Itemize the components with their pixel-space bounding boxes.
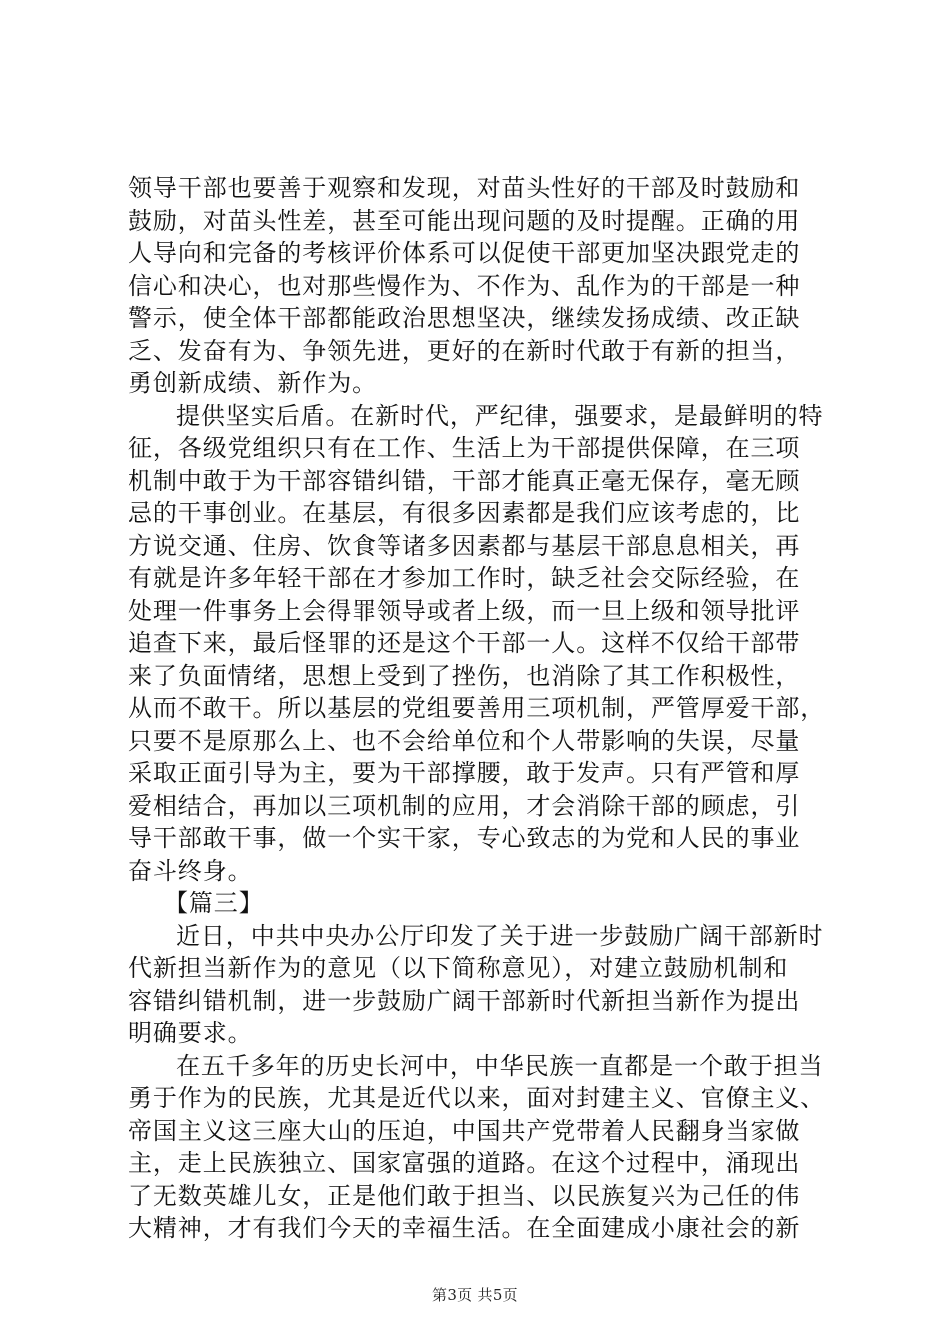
- text-line: 征，各级党组织只有在工作、生活上为干部提供保障，在三项: [128, 434, 801, 462]
- section-heading: 【篇三】: [164, 889, 264, 917]
- text-line: 方说交通、住房、饮食等诸多因素都与基层干部息息相关，再: [128, 531, 801, 560]
- text-line: 鼓励，对苗头性差，甚至可能出现问题的及时提醒。正确的用: [128, 206, 801, 235]
- text-line: 信心和决心，也对那些慢作为、不作为、乱作为的干部是一种: [128, 271, 801, 300]
- text-line: 从而不敢干。所以基层的党组要善用三项机制，严管厚爱干部，: [128, 694, 826, 722]
- text-line: 主，走上民族独立、国家富强的道路。在这个过程中，涌现出: [128, 1149, 801, 1177]
- text-line: 领导干部也要善于观察和发现，对苗头性好的干部及时鼓励和: [128, 174, 801, 202]
- text-line: 处理一件事务上会得罪领导或者上级，而一旦上级和领导批评: [128, 596, 801, 625]
- text-line: 只要不是原那么上、也不会给单位和个人带影响的失误，尽量: [128, 726, 801, 755]
- paragraph-start-line: 在五千多年的历史长河中，中华民族一直都是一个敢于担当: [176, 1051, 824, 1080]
- text-line: 有就是许多年轻干部在才参加工作时，缺乏社会交际经验，在: [128, 564, 801, 592]
- text-line: 明确要求。: [128, 1019, 253, 1047]
- text-line: 机制中敢于为干部容错纠错，干部才能真正毫无保存，毫无顾: [128, 466, 801, 495]
- text-line: 来了负面情绪，思想上受到了挫伤，也消除了其工作积极性，: [128, 661, 801, 690]
- text-line: 乏、发奋有为、争领先进，更好的在新时代敢于有新的担当，: [128, 336, 801, 365]
- text-line: 代新担当新作为的意见（以下简称意见），对建立鼓励机制和: [128, 954, 789, 982]
- text-line: 追查下来，最后怪罪的还是这个干部一人。这样不仅给干部带: [128, 629, 801, 657]
- text-line: 勇于作为的民族，尤其是近代以来，面对封建主义、官僚主义、: [128, 1084, 826, 1112]
- text-line: 勇创新成绩、新作为。: [128, 369, 377, 397]
- text-line: 采取正面引导为主，要为干部撑腰，敢于发声。只有严管和厚: [128, 759, 801, 787]
- text-line: 警示，使全体干部都能政治思想坚决，继续发扬成绩、改正缺: [128, 304, 801, 332]
- text-line: 大精神，才有我们今天的幸福生活。在全面建成小康社会的新: [128, 1214, 801, 1242]
- paragraph-start-line: 提供坚实后盾。在新时代，严纪律，强要求，是最鲜明的特: [176, 401, 824, 430]
- text-line: 人导向和完备的考核评价体系可以促使干部更加坚决跟党走的: [128, 239, 801, 267]
- text-line: 帝国主义这三座大山的压迫，中国共产党带着人民翻身当家做: [128, 1116, 801, 1145]
- paragraph-start-line: 近日，中共中央办公厅印发了关于进一步鼓励广阔干部新时: [176, 921, 824, 950]
- page-footer: 第3页 共5页: [432, 1286, 518, 1304]
- text-line: 导干部敢干事，做一个实干家，专心致志的为党和人民的事业: [128, 824, 801, 852]
- text-line: 爱相结合，再加以三项机制的应用，才会消除干部的顾虑，引: [128, 791, 801, 820]
- text-line: 了无数英雄儿女，正是他们敢于担当、以民族复兴为己任的伟: [128, 1181, 801, 1210]
- text-line: 容错纠错机制，进一步鼓励广阔干部新时代新担当新作为提出: [128, 986, 801, 1015]
- body-text: [128, 172, 828, 1245]
- text-line: 奋斗终身。: [128, 856, 253, 885]
- text-line: 忌的干事创业。在基层，有很多因素都是我们应该考虑的，比: [128, 499, 801, 527]
